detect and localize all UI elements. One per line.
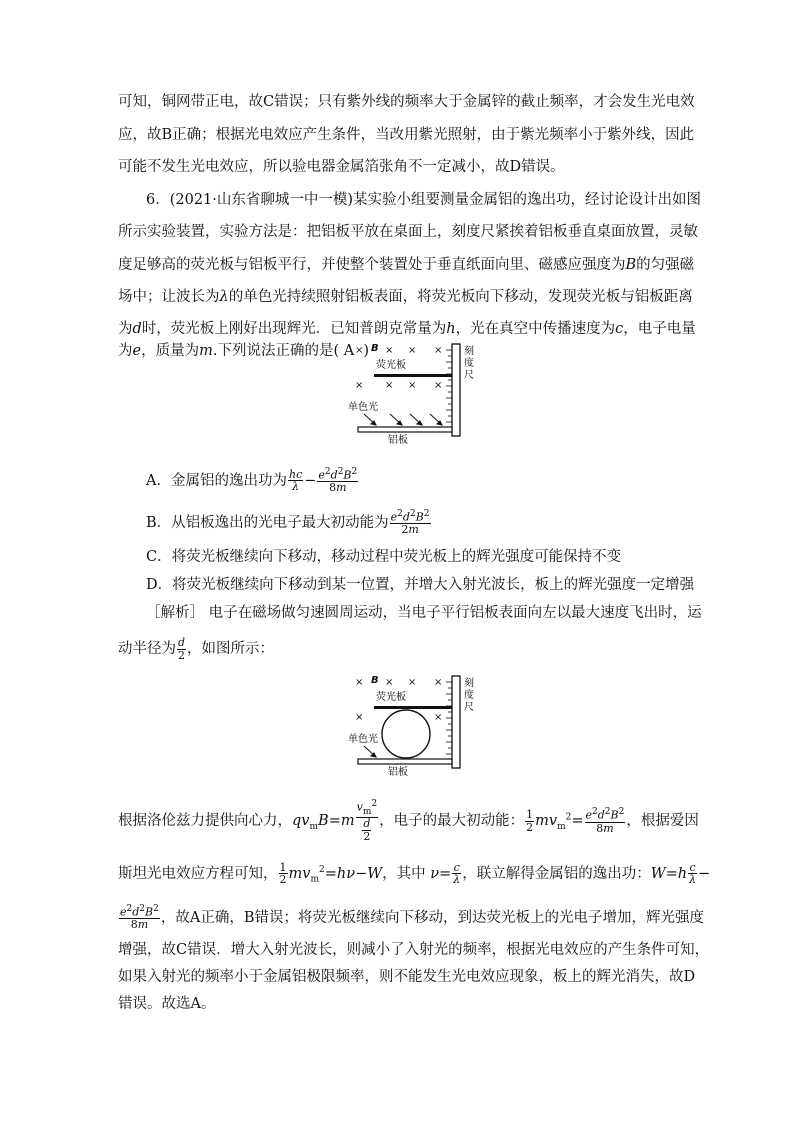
option-b-text: B．从铝板逸出的光电子最大初动能为 xyxy=(146,514,389,531)
analysis-line-5 xyxy=(118,905,704,931)
ruler-label: 刻 xyxy=(464,678,474,689)
formula-fraction: $\frac{1}{2}$ xyxy=(279,860,287,887)
analysis-text: ，电子的最大初动能： xyxy=(379,813,525,830)
symbol-c: c xyxy=(615,321,624,337)
ruler-label: 度 xyxy=(464,690,474,701)
analysis-text: ，故A正确，B错误；将荧光板继续向下移动，到达荧光板上的光电子增加，辉光强度 xyxy=(160,909,704,926)
apparatus-diagram xyxy=(340,340,485,445)
question-line-6 xyxy=(118,341,369,361)
question-text: 为 xyxy=(118,343,133,359)
formula-fraction: $\frac{hc}{\lambda}$ xyxy=(288,467,303,494)
ruler-label: 刻 xyxy=(464,346,474,357)
formula-fraction: $\frac{1}{2}$ xyxy=(526,808,534,834)
analysis-text: ，联立解得金属铝的逸出功： xyxy=(462,865,651,882)
analysis-line-6: 增强，故C错误．增大入射光波长，则减小了入射光的频率，根据光电效应的产生条件可知， xyxy=(118,942,710,958)
field-cross: × xyxy=(385,380,394,391)
symbol-lambda: λ xyxy=(219,289,229,305)
symbol-e: e xyxy=(132,343,142,359)
field-label: B xyxy=(371,675,379,686)
light-label: 单色光 xyxy=(348,734,378,745)
question-text: 时，荧光板上刚好出现辉光．已知普朗克常量为 xyxy=(141,321,447,337)
symbol-d: d xyxy=(132,321,142,337)
ruler-label: 尺 xyxy=(464,702,474,713)
screen-label: 荧光板 xyxy=(376,692,406,703)
formula-fraction: $\frac{e^2d^2B^2}{2m}$ xyxy=(390,509,430,537)
field-cross: × xyxy=(385,677,394,688)
analysis-line-3: 根据洛伦兹力提供向心力，$qv_mB=m$ $\frac{v_m^2}{\frac{d}{2}}$ ，电子的最大初动能： $\frac{1}{2}$ $mv_m^2=$ $\frac{e^2d^2B^2}{8m}$ ，根据爱因 xyxy=(118,799,699,843)
analysis-text: 斯坦光电效应方程可知， xyxy=(118,865,278,882)
analysis-text: ，其中 xyxy=(382,865,426,882)
question-line-5 xyxy=(118,319,696,339)
option-a-text: A．金属铝的逸出功为 xyxy=(146,472,287,489)
analysis-text: ，根据爱因 xyxy=(626,813,699,830)
question-line-1: 6．(2021·山东省聊城一中一模)某实验小组要测量金属铝的逸出功，经讨论设计出如图 xyxy=(146,192,702,208)
question-text: ，电子电量 xyxy=(623,321,696,337)
field-cross: × xyxy=(355,677,364,688)
symbol-m: m xyxy=(199,343,213,359)
intro-line-1: 可知，铜网带正电，故C错误；只有紫外线的频率大于金属锌的截止频率，才会发生光电效 xyxy=(118,94,695,110)
analysis-text: 动半径为 xyxy=(118,641,176,658)
electron-orbit-circle xyxy=(382,710,430,758)
analysis-line-1: ［解析］ 电子在磁场做匀速圆周运动，当电子平行铝板表面向左以最大速度飞出时，运 xyxy=(146,605,702,621)
field-cross: × xyxy=(355,712,364,723)
field-cross: × xyxy=(434,380,443,391)
question-text: 的匀强磁 xyxy=(636,257,695,273)
option-b xyxy=(146,510,432,536)
question-line-3 xyxy=(118,255,694,275)
analysis-text: ，如图所示： xyxy=(187,641,275,658)
fluorescent-screen xyxy=(374,374,452,377)
question-text: 场中；让波长为 xyxy=(118,289,220,305)
field-cross: × xyxy=(434,712,443,723)
electron-orbit-diagram xyxy=(340,672,485,780)
screen-label: 荧光板 xyxy=(376,360,406,371)
question-text: ，质量为 xyxy=(141,343,200,359)
question-text: 的单色光持续照射铝板表面，将荧光板向下移动，发现荧光板与铝板距离 xyxy=(228,289,693,305)
field-cross: × xyxy=(408,677,417,688)
intro-line-2: 应，故B正确；根据光电效应产生条件，当改用紫光照射，由于紫光频率小于紫外线，因此 xyxy=(118,127,695,143)
plate-label: 铝板 xyxy=(388,435,408,445)
formula-fraction: $\frac{v_m^2}{\frac{d}{2}}$ xyxy=(356,799,378,843)
question-text: ) xyxy=(363,343,370,359)
analysis-line-8: 错误。故选A。 xyxy=(118,996,216,1012)
question-text: .下列说法正确的是( xyxy=(212,343,340,359)
symbol-B: B xyxy=(625,257,637,273)
question-line-4 xyxy=(118,287,693,307)
formula-fraction: $\frac{e^2d^2B^2}{8m}$ xyxy=(585,807,625,835)
aluminum-plate xyxy=(358,759,452,764)
field-cross: × xyxy=(434,345,443,356)
field-cross: × xyxy=(434,677,443,688)
formula-fraction: $\frac{e^2d^2B^2}{8m}$ xyxy=(318,467,358,495)
formula-fraction: $\frac{c}{\lambda}$ xyxy=(453,860,461,887)
formula-fraction: $\frac{e^2d^2B^2}{8m}$ xyxy=(120,904,159,932)
formula-fraction: $\frac{c}{\lambda}$ xyxy=(689,860,697,887)
answer-letter: A xyxy=(343,343,355,359)
light-label: 单色光 xyxy=(348,402,378,413)
question-text: ，光在真空中传播速度为 xyxy=(455,321,616,337)
question-text: 为 xyxy=(118,321,133,337)
field-label: B xyxy=(371,343,379,354)
option-a: A．金属铝的逸出功为 $\frac{hc}{\lambda}$ − $\frac{e^2d^2B^2}{8m}$ xyxy=(146,467,358,495)
plate-label: 铝板 xyxy=(388,767,408,778)
option-c: C．将荧光板继续向下移动，移动过程中荧光板上的辉光强度可能保持不变 xyxy=(146,549,622,565)
field-cross: × xyxy=(385,345,394,356)
field-cross: × xyxy=(408,380,417,391)
option-d: D．将荧光板继续向下移动到某一位置，并增大入射光波长，板上的辉光强度一定增强 xyxy=(146,577,695,593)
analysis-line-7: 如果入射光的频率小于金属铝极限频率，则不能发生光电效应现象，板上的辉光消失，故D xyxy=(118,969,696,985)
question-text: 度足够高的荧光板与铝板平行，并使整个装置处于垂直纸面向里、磁感应强度为 xyxy=(118,257,626,273)
symbol-h: h xyxy=(446,321,456,337)
field-cross: × xyxy=(355,380,364,391)
aluminum-plate xyxy=(358,427,452,432)
question-line-2: 所示实验装置，实验方法是：把铝板平放在桌面上，刻度尺紧挨着铝板垂直桌面放置，灵敏 xyxy=(118,224,698,240)
analysis-text: 根据洛伦兹力提供向心力， xyxy=(118,813,292,830)
ruler-label: 尺 xyxy=(464,370,474,381)
intro-line-3: 可能不发生光电效应，所以验电器金属箔张角不一定减小，故D错误。 xyxy=(118,159,565,175)
analysis-line-4: 斯坦光电效应方程可知， $\frac{1}{2}$ $mv_m^2=h\nu-W$，其中 ν= $\frac{c}{\lambda}$ ，联立解得金属铝的逸出功：W=h $\frac{c}{\lambda}$ − xyxy=(118,860,711,887)
ruler-label: 度 xyxy=(464,358,474,369)
field-cross: × xyxy=(408,345,417,356)
analysis-line-2 xyxy=(118,637,274,661)
formula-fraction: $\frac{d}{2}$ xyxy=(178,636,186,662)
fluorescent-screen xyxy=(374,706,452,709)
field-cross: × xyxy=(355,345,364,356)
